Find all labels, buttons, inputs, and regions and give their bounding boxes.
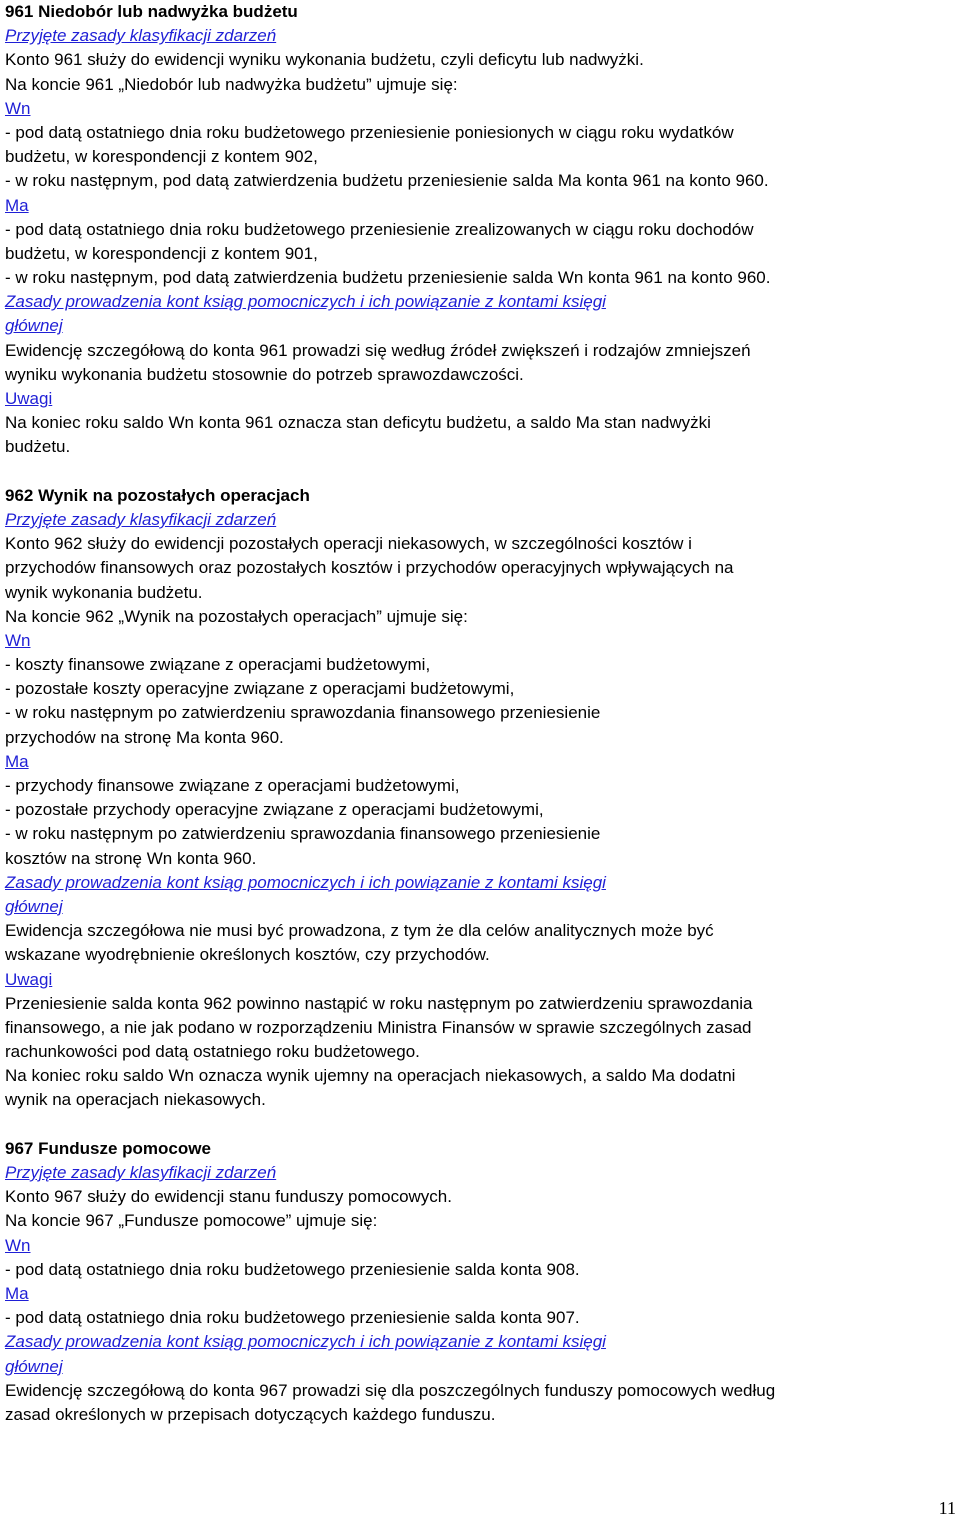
paragraph-line: przychodów na stronę Ma konta 960. (5, 727, 284, 747)
paragraph-line: Na koncie 961 „Niedobór lub nadwyżka budżetu” ujmuje się: (5, 74, 458, 94)
paragraph-line: wyniku wykonania budżetu stosownie do potrzeb sprawozdawczości. (5, 364, 524, 384)
section-spacer (5, 460, 960, 484)
paragraph-line: przychodów finansowych oraz pozostałych kosztów i przychodów operacyjnych wpływających na (5, 558, 734, 578)
paragraph-line: Na koniec roku saldo Wn oznacza wynik ujemny na operacjach niekasowych, a saldo Ma dodatni (5, 1066, 736, 1086)
paragraph-line: Przeniesienie salda konta 962 powinno nastąpić w roku następnym po zatwierdzeniu sprawozdania (5, 993, 753, 1013)
subheading: głównej (5, 1356, 63, 1376)
paragraph-line: rachunkowości pod datą ostatniego roku budżetowego. (5, 1042, 420, 1062)
paragraph-line: zasad określonych w przepisach dotyczących każdego funduszu. (5, 1404, 496, 1424)
subheading: Przyjęte zasady klasyfikacji zdarzeń (5, 1163, 277, 1182)
paragraph-line: - pozostałe przychody operacyjne związane z operacjami budżetowymi, (5, 800, 544, 820)
section-spacer (5, 1113, 960, 1137)
paragraph-line: - w roku następnym po zatwierdzeniu sprawozdania finansowego przeniesienie (5, 703, 601, 723)
paragraph-line: wynik na operacjach niekasowych. (5, 1090, 266, 1110)
page-number: 11 (938, 1498, 956, 1518)
paragraph-line: Ewidencję szczegółową do konta 961 prowadzi się według źródeł zwiększeń i rodzajów zmniejszeń (5, 340, 751, 360)
paragraph-line: finansowego, a nie jak podano w rozporządzeniu Ministra Finansów w sprawie szczególnych zasad (5, 1017, 752, 1037)
subheading: Wn (5, 1235, 31, 1255)
paragraph-line: - pod datą ostatniego dnia roku budżetowego przeniesienie zrealizowanych w ciągu roku dochodów (5, 219, 754, 239)
subheading: Uwagi (5, 389, 53, 408)
section (5, 1137, 960, 1427)
subheading: Uwagi (5, 969, 53, 989)
paragraph-line: - w roku następnym po zatwierdzeniu sprawozdania finansowego przeniesienie (5, 824, 601, 844)
paragraph-line: Konto 962 służy do ewidencji pozostałych operacji niekasowych, w szczególności kosztów i (5, 534, 692, 554)
paragraph-line: - pod datą ostatniego dnia roku budżetowego przeniesienie salda konta 908. (5, 1259, 580, 1279)
paragraph-line: budżetu. (5, 437, 71, 457)
paragraph-line: - pod datą ostatniego dnia roku budżetowego przeniesienie salda konta 907. (5, 1308, 580, 1328)
paragraph-line: budżetu, w korespondencji z kontem 902, (5, 147, 318, 167)
subheading: Zasady prowadzenia kont ksiąg pomocniczych i ich powiązanie z kontami księgi (5, 872, 606, 892)
subheading: Przyjęte zasady klasyfikacji zdarzeń (5, 509, 277, 529)
paragraph-line: - koszty finansowe związane z operacjami budżetowymi, (5, 655, 431, 675)
subheading: Zasady prowadzenia kont ksiąg pomocniczych i ich powiązanie z kontami księgi (5, 292, 606, 312)
subheading: Zasady prowadzenia kont ksiąg pomocniczych i ich powiązanie z kontami księgi (5, 1332, 606, 1352)
paragraph-line: Ewidencję szczegółową do konta 967 prowadzi się dla poszczególnych funduszy pomocowych według (5, 1380, 776, 1400)
subheading: Ma (5, 1283, 29, 1303)
paragraph-line: Na koniec roku saldo Wn konta 961 oznacza stan deficytu budżetu, a saldo Ma stan nadwyżki (5, 413, 711, 433)
section-heading: 961 Niedobór lub nadwyżka budżetu (5, 2, 298, 21)
document-page (5, 0, 960, 1427)
paragraph-line: budżetu, w korespondencji z kontem 901, (5, 243, 318, 263)
paragraph-line: - przychody finansowe związane z operacjami budżetowymi, (5, 776, 460, 795)
subheading: Wn (5, 630, 31, 650)
subheading: głównej (5, 316, 63, 336)
paragraph-line: wynik wykonania budżetu. (5, 582, 203, 602)
paragraph-line: Na koncie 967 „Fundusze pomocowe” ujmuje się: (5, 1211, 378, 1231)
paragraph-line: wskazane wyodrębnienie określonych kosztów, czy przychodów. (5, 945, 490, 965)
subheading: głównej (5, 896, 63, 916)
section-heading: 967 Fundusze pomocowe (5, 1138, 211, 1158)
subheading: Przyjęte zasady klasyfikacji zdarzeń (5, 26, 277, 46)
subheading: Ma (5, 195, 29, 215)
section (5, 0, 960, 460)
section (5, 484, 960, 1113)
paragraph-line: - pod datą ostatniego dnia roku budżetowego przeniesienie poniesionych w ciągu roku wydatków (5, 122, 734, 142)
paragraph-line: Konto 967 służy do ewidencji stanu funduszy pomocowych. (5, 1187, 452, 1207)
paragraph-line: kosztów na stronę Wn konta 960. (5, 848, 257, 868)
paragraph-line: - pozostałe koszty operacyjne związane z operacjami budżetowymi, (5, 679, 515, 699)
subheading: Ma (5, 751, 29, 771)
section-heading: 962 Wynik na pozostałych operacjach (5, 485, 310, 505)
paragraph-line: - w roku następnym, pod datą zatwierdzenia budżetu przeniesienie salda Ma konta 961 na konto 960. (5, 171, 769, 191)
paragraph-line: Ewidencja szczegółowa nie musi być prowadzona, z tym że dla celów analitycznych może być (5, 921, 714, 941)
paragraph-line: Na koncie 962 „Wynik na pozostałych operacjach” ujmuje się: (5, 606, 468, 626)
subheading: Wn (5, 98, 31, 118)
paragraph-line: - w roku następnym, pod datą zatwierdzenia budżetu przeniesienie salda Wn konta 961 na konto 960. (5, 268, 771, 288)
paragraph-line: Konto 961 służy do ewidencji wyniku wykonania budżetu, czyli deficytu lub nadwyżki. (5, 50, 644, 70)
